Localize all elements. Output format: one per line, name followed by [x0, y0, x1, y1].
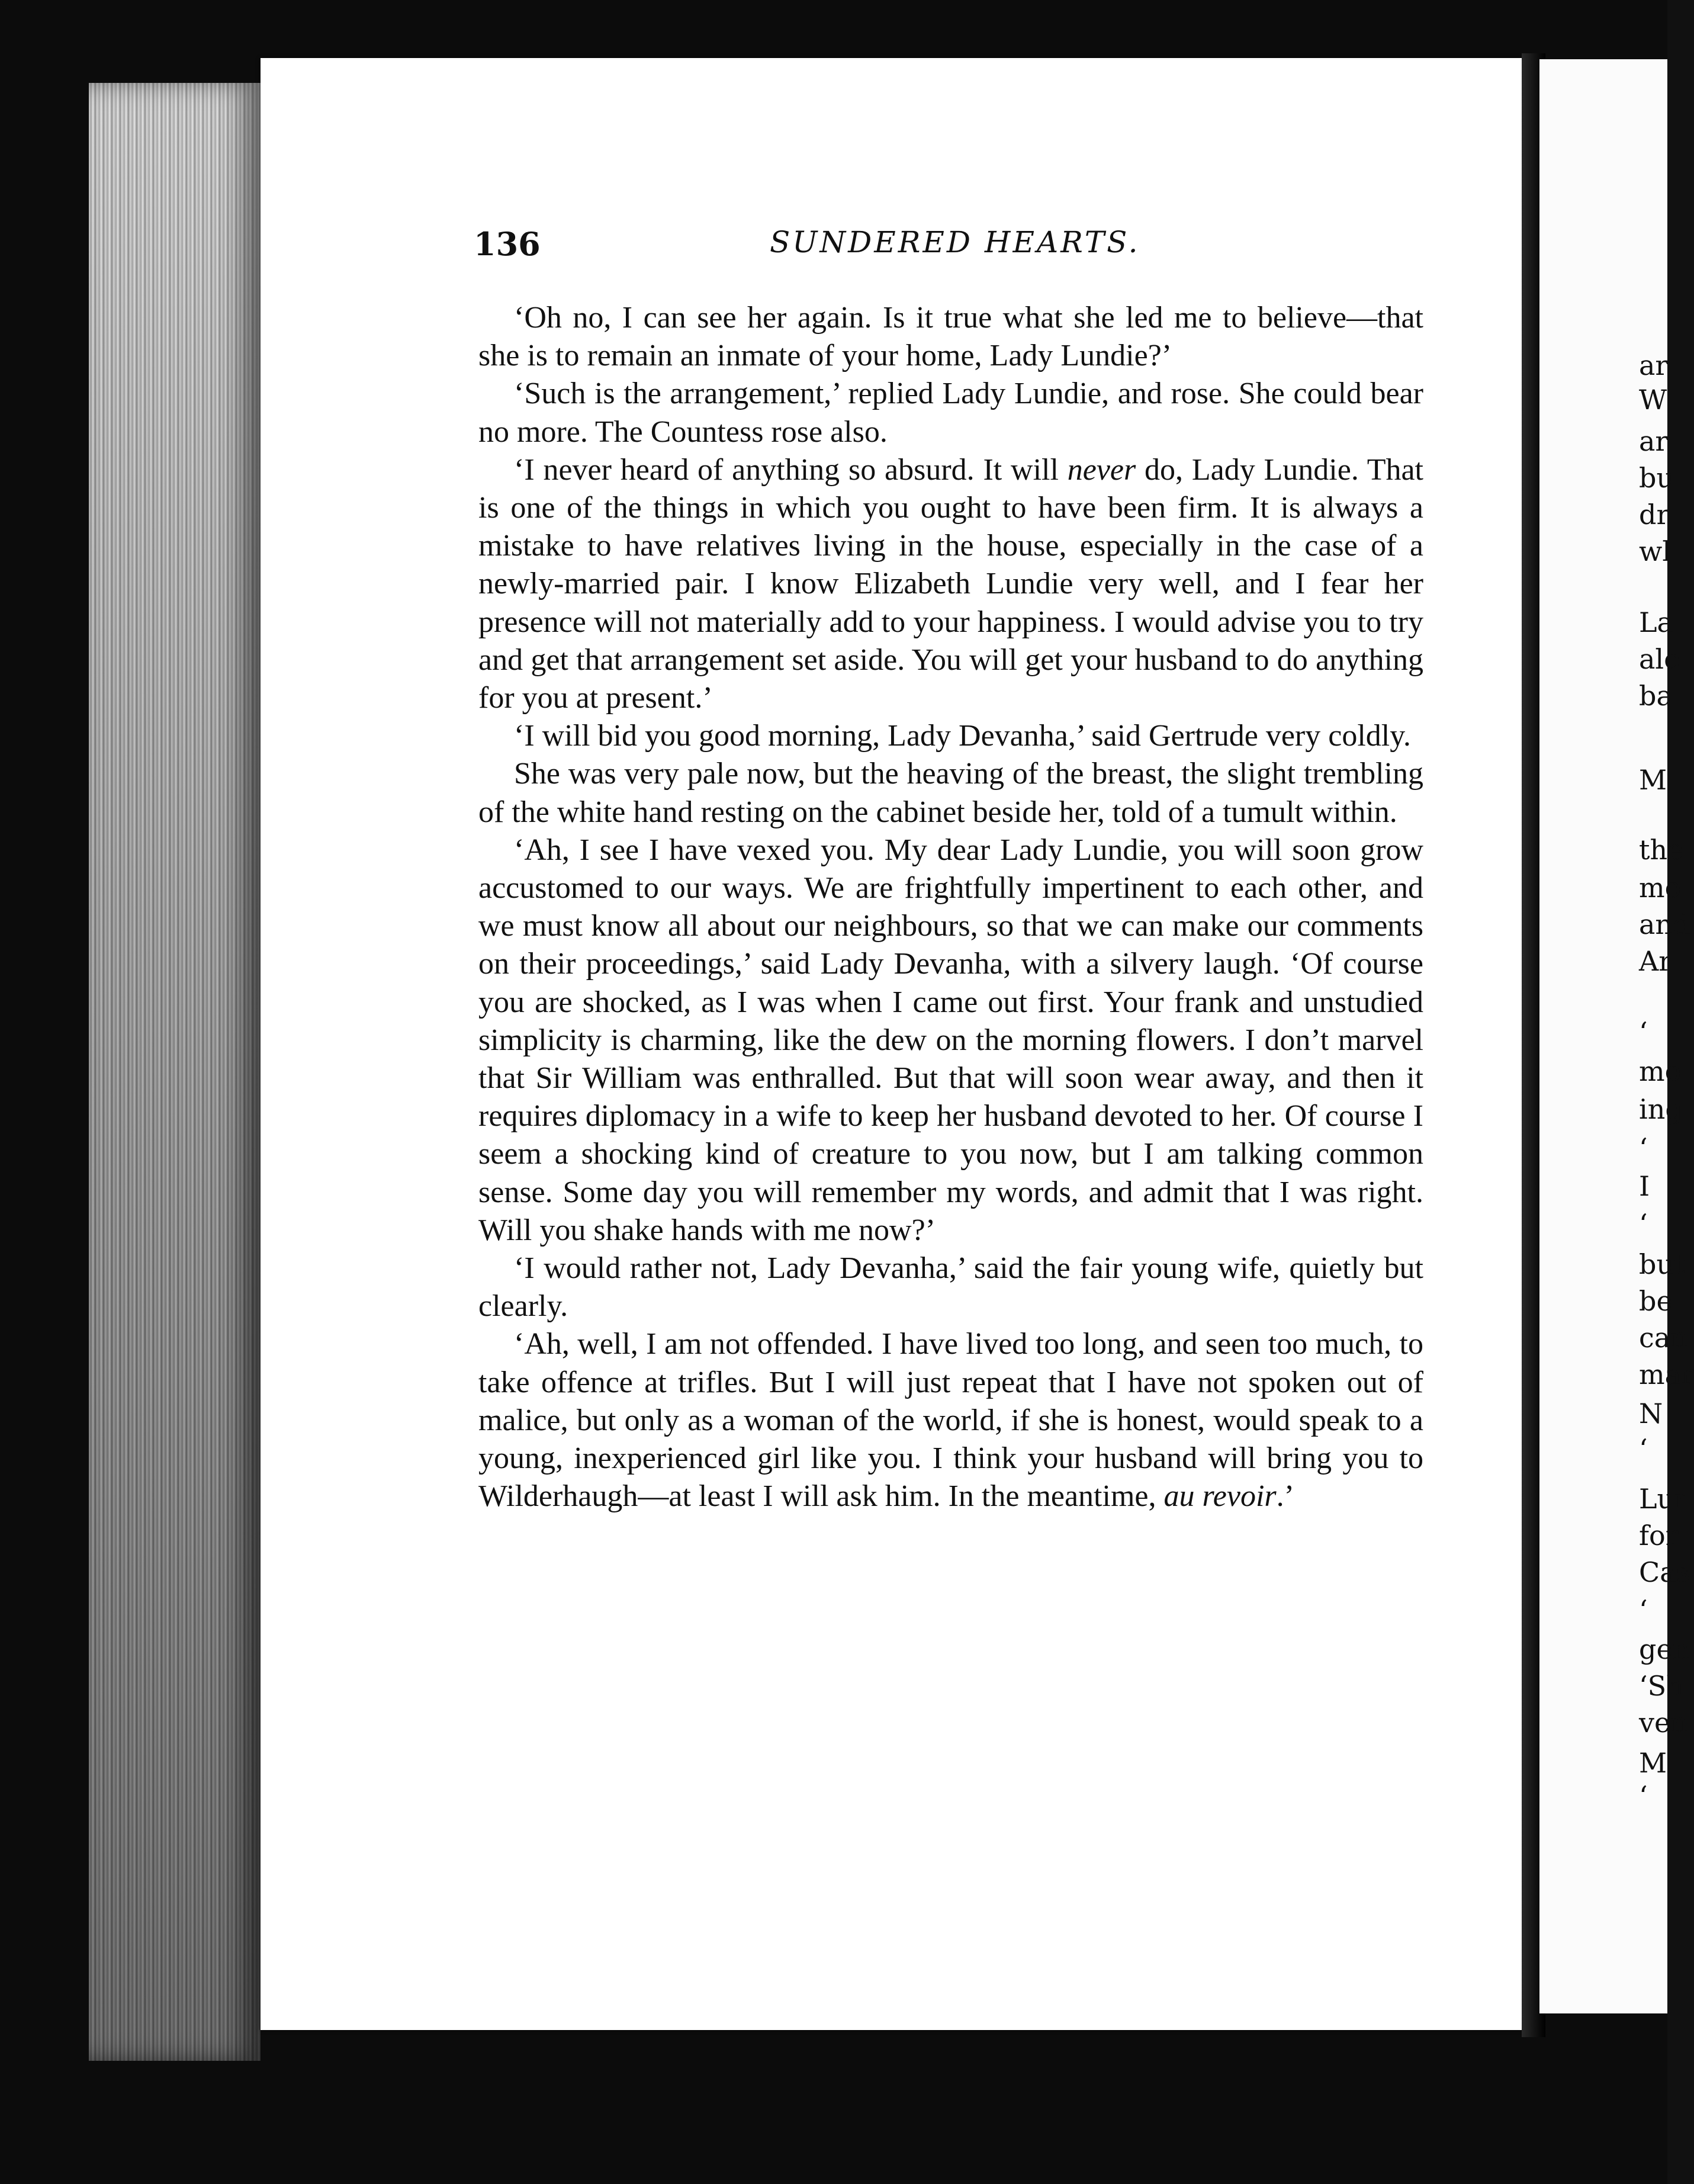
facing-fragment: mo [1639, 872, 1682, 904]
facing-fragment: for [1639, 1520, 1679, 1552]
facing-fragment: M [1639, 764, 1667, 796]
facing-fragment: ba [1639, 680, 1673, 712]
paragraph: ‘Ah, I see I have vexed you. My dear Lady Lundie, you will soon grow accustomed to our ways. We are frightfully impertinent to each other, and we must know all about our neighbours, so that we can make our comments on their proceedings,’ said Lady Devanha, with a silvery laugh. ‘Of course you are shocked, as I was when I came out first. Your frank and unstudied simplicity is charming, like the dew on the morning flowers. I don’t marvel that Sir William was enthralled. But that will soon wear away, and then it requires diplomacy in a wife to keep her husband devoted to her. Of course I seem a shocking kind of creature to you now, but I am talking common sense. Some day you will remember my words, and admit that I was right. Will you shake hands with me now?’ [478, 833, 1423, 1247]
facing-fragment: ‘ [1639, 1780, 1648, 1812]
body-text [478, 299, 1423, 1516]
running-header [474, 225, 1421, 266]
facing-fragment: ‘ [1639, 1208, 1648, 1240]
facing-fragment: M [1639, 1747, 1667, 1779]
facing-fragment: gen [1639, 1633, 1690, 1665]
facing-fragment: be [1639, 1285, 1673, 1317]
facing-fragment: ing [1639, 1093, 1683, 1125]
paragraph-text: ‘I never heard of anything so absurd. It will [514, 452, 1068, 487]
facing-fragment: ‘ [1639, 1016, 1648, 1048]
facing-fragment: Cas [1639, 1556, 1690, 1588]
facing-fragment: alo [1639, 643, 1680, 675]
paragraph-text: ‘Ah, well, I am not offended. I have lived too long, and seen too much, to take offence at trifles. But I will just repeat that I have not spoken out of malice, but only as a woman of the world, if she is honest, would speak to a young, inexperienced girl like you. I think your husband will bring you to Wilderhaugh—at least I will ask him. In the meantime, [478, 1327, 1423, 1514]
emphasis-text: au revoir [1163, 1479, 1277, 1514]
facing-fragment: I [1639, 1170, 1650, 1202]
facing-fragment: ‘ [1639, 1594, 1648, 1626]
facing-fragment: Lur [1639, 1483, 1688, 1515]
paragraph [478, 451, 1423, 717]
facing-fragment: bu [1639, 462, 1674, 494]
paragraph: She was very pale now, but the heaving of the breast, the slight trembling of the white hand resting on the cabinet beside her, told of a tumult within. [478, 757, 1423, 829]
facing-fragment: dr [1639, 499, 1670, 531]
emphasis-text: never [1067, 452, 1136, 487]
facing-fragment: W [1639, 384, 1667, 416]
paragraph: ‘Oh no, I can see her again. Is it true what she led me to believe—that she is to remain an inmate of your home, Lady Lundie?’ [478, 301, 1423, 373]
paragraph: ‘I will bid you good morning, Lady Devanha,’ said Gertrude very coldly. [514, 719, 1411, 753]
facing-fragment: the [1639, 834, 1684, 866]
facing-fragment: N [1639, 1398, 1663, 1430]
facing-fragment: ar [1639, 349, 1669, 381]
paragraph: ‘I would rather not, Lady Devanha,’ said the fair young wife, quietly but clearly. [478, 1251, 1423, 1324]
running-title: SUNDERED HEARTS. [770, 225, 1140, 259]
facing-fragment: can [1639, 1322, 1688, 1354]
facing-fragment: ven [1639, 1707, 1688, 1739]
paragraph-text: .’ [1276, 1479, 1294, 1514]
facing-fragment: Ar [1639, 945, 1672, 977]
paragraph: ‘Such is the arrangement,’ replied Lady Lundie, and rose. She could bear no more. The Countess rose also. [478, 377, 1423, 449]
paragraph-text: do, Lady Lundie. That is one of the things in which you ought to have been firm. It is always a mistake to have relatives living in the house, especially in the case of a newly-married pair. I know Elizabeth Lundie very well, and I fear her presence will not materially add to your happiness. I would advise you to try and get that arrangement set aside. You will get your husband to do anything for you at present.’ [478, 452, 1423, 715]
facing-fragment: ‘ [1639, 1132, 1648, 1164]
facing-fragment: La [1639, 606, 1673, 638]
facing-fragment: mo [1639, 1055, 1682, 1087]
facing-fragment: but [1639, 1248, 1685, 1280]
page-edges [89, 83, 261, 2061]
facing-fragment: wl [1639, 535, 1672, 567]
facing-fragment: ‘Sh [1639, 1670, 1684, 1702]
page-number: 136 [474, 225, 541, 263]
facing-fragment: mar [1639, 1358, 1694, 1390]
facing-fragment: ar [1639, 425, 1669, 457]
facing-fragment: ‘ [1639, 1433, 1648, 1465]
paragraph [478, 1325, 1423, 1515]
facing-fragment: and [1639, 908, 1690, 940]
